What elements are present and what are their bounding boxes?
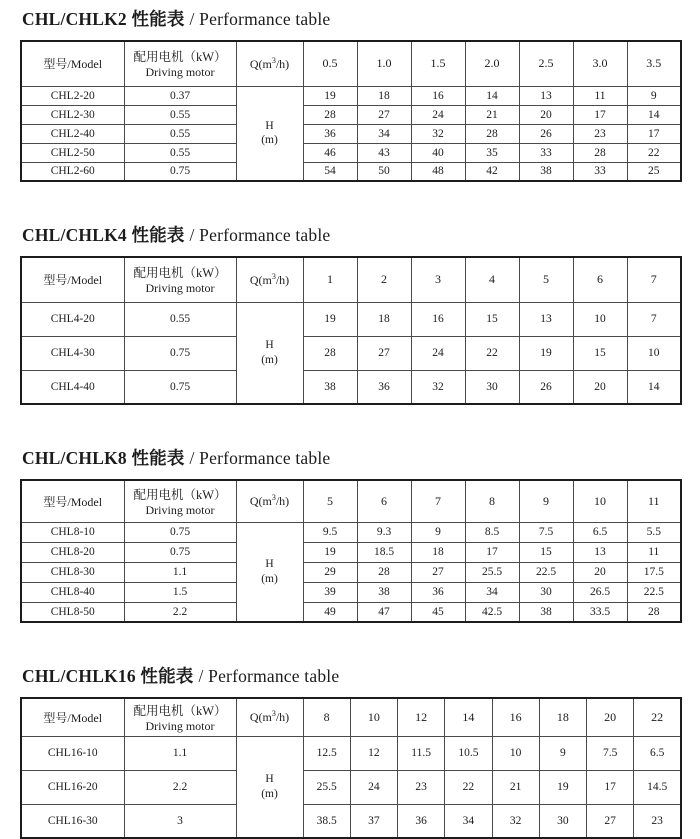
model-cell: CHL2-20 — [21, 86, 124, 105]
motor-power-cell: 0.55 — [124, 105, 236, 124]
head-value-cell: 28 — [303, 105, 357, 124]
model-cell: CHL16-20 — [21, 770, 124, 804]
table-row — [21, 542, 681, 562]
flow-value-header: 2 — [357, 257, 411, 302]
flow-value-header: 4 — [465, 257, 519, 302]
flow-value-header: 7 — [627, 257, 681, 302]
head-value-cell: 30 — [519, 582, 573, 602]
head-value-cell: 32 — [492, 804, 539, 838]
head-value-cell: 12 — [350, 736, 397, 770]
section-title-english: / Performance table — [189, 225, 331, 245]
table-row — [21, 582, 681, 602]
head-value-cell: 27 — [411, 562, 465, 582]
section-title-model: CHL/CHLK8 性能表 — [22, 448, 185, 468]
head-value-cell: 28 — [573, 143, 627, 162]
head-value-cell: 14 — [627, 370, 681, 404]
flow-value-header: 16 — [492, 698, 539, 736]
model-cell: CHL4-40 — [21, 370, 124, 404]
head-value-cell: 38 — [303, 370, 357, 404]
motor-power-cell: 0.75 — [124, 542, 236, 562]
section-title-english: / Performance table — [189, 9, 331, 29]
flow-value-header: 18 — [539, 698, 586, 736]
flow-value-header: 0.5 — [303, 41, 357, 86]
flow-rate-label: Q(m — [249, 710, 272, 725]
head-value-cell: 18 — [411, 542, 465, 562]
performance-table — [20, 479, 682, 623]
head-value-cell: 38 — [357, 582, 411, 602]
head-value-cell: 38 — [519, 162, 573, 181]
section-title-model: CHL/CHLK2 性能表 — [22, 9, 185, 29]
flow-value-header: 20 — [587, 698, 634, 736]
head-value-cell: 23 — [398, 770, 445, 804]
head-value-cell: 23 — [634, 804, 681, 838]
flow-value-header: 8 — [465, 480, 519, 522]
motor-power-cell: 1.5 — [124, 582, 236, 602]
head-value-cell: 17 — [465, 542, 519, 562]
flow-value-header: 6 — [357, 480, 411, 522]
flow-rate-unit: /h) — [275, 56, 290, 71]
flow-value-header: 10 — [350, 698, 397, 736]
motor-power-cell: 0.55 — [124, 124, 236, 143]
model-cell: CHL16-10 — [21, 736, 124, 770]
motor-power-cell: 0.37 — [124, 86, 236, 105]
flow-rate-label: Q(m — [249, 56, 272, 71]
flow-value-header: 14 — [445, 698, 492, 736]
head-value-cell: 9 — [627, 86, 681, 105]
model-cell: CHL8-20 — [21, 542, 124, 562]
head-symbol: H — [265, 339, 274, 352]
head-value-cell: 17 — [573, 105, 627, 124]
driving-motor-label-en: Driving motor — [145, 65, 215, 80]
table-row — [21, 522, 681, 542]
table-row — [21, 370, 681, 404]
driving-motor-label-cn: 配用电机（kW） — [133, 487, 227, 502]
motor-power-cell: 0.55 — [124, 302, 236, 336]
head-value-cell: 38 — [519, 602, 573, 622]
table-section — [20, 663, 682, 839]
performance-tables-page — [20, 6, 682, 839]
head-value-cell: 9 — [411, 522, 465, 542]
header-row — [21, 480, 681, 522]
model-cell: CHL2-50 — [21, 143, 124, 162]
motor-power-cell: 1.1 — [124, 736, 236, 770]
motor-power-cell: 1.1 — [124, 562, 236, 582]
flow-value-header: 10 — [573, 480, 627, 522]
model-header-cell: 型号/Model — [21, 698, 124, 736]
driving-motor-label-en: Driving motor — [145, 718, 215, 733]
head-value-cell: 19 — [303, 302, 357, 336]
head-value-cell: 29 — [303, 562, 357, 582]
table-row — [21, 562, 681, 582]
head-value-cell: 24 — [411, 336, 465, 370]
head-value-cell: 24 — [411, 105, 465, 124]
head-value-cell: 14 — [627, 105, 681, 124]
head-value-cell: 20 — [519, 105, 573, 124]
motor-power-cell: 0.75 — [124, 370, 236, 404]
head-value-cell: 12.5 — [303, 736, 350, 770]
head-value-cell: 47 — [357, 602, 411, 622]
head-value-cell: 49 — [303, 602, 357, 622]
motor-power-cell: 0.75 — [124, 162, 236, 181]
table-header — [21, 41, 681, 86]
driving-motor-header-cell — [124, 257, 236, 302]
head-value-cell: 6.5 — [573, 522, 627, 542]
head-value-cell: 25.5 — [465, 562, 519, 582]
head-value-cell: 25.5 — [303, 770, 350, 804]
driving-motor-label-cn: 配用电机（kW） — [133, 703, 227, 718]
head-value-cell: 16 — [411, 86, 465, 105]
table-row — [21, 302, 681, 336]
head-value-cell: 7 — [627, 302, 681, 336]
table-row — [21, 162, 681, 181]
driving-motor-header-cell — [124, 41, 236, 86]
head-unit: (m) — [261, 353, 278, 366]
head-value-cell: 39 — [303, 582, 357, 602]
head-value-cell: 32 — [411, 370, 465, 404]
table-row — [21, 86, 681, 105]
head-value-cell: 19 — [303, 542, 357, 562]
head-value-cell: 27 — [357, 336, 411, 370]
head-value-cell: 36 — [303, 124, 357, 143]
head-value-cell: 20 — [573, 562, 627, 582]
table-header — [21, 257, 681, 302]
head-value-cell: 42.5 — [465, 602, 519, 622]
head-unit-cell — [236, 86, 303, 181]
header-row — [21, 257, 681, 302]
driving-motor-label-en: Driving motor — [145, 281, 215, 296]
table-body — [21, 522, 681, 622]
head-unit-cell — [236, 736, 303, 838]
head-value-cell: 9.3 — [357, 522, 411, 542]
flow-rate-header-cell — [236, 480, 303, 522]
flow-value-header: 2.5 — [519, 41, 573, 86]
table-body — [21, 736, 681, 838]
table-row — [21, 736, 681, 770]
table-row — [21, 602, 681, 622]
section-title — [22, 6, 682, 31]
head-value-cell: 16 — [411, 302, 465, 336]
flow-value-header: 1.0 — [357, 41, 411, 86]
head-value-cell: 30 — [539, 804, 586, 838]
head-value-cell: 11 — [627, 542, 681, 562]
flow-rate-header-cell — [236, 41, 303, 86]
flow-rate-exponent: 3 — [271, 493, 276, 503]
flow-value-header: 5 — [519, 257, 573, 302]
head-value-cell: 46 — [303, 143, 357, 162]
table-row — [21, 336, 681, 370]
flow-value-header: 1.5 — [411, 41, 465, 86]
head-symbol: H — [265, 558, 274, 571]
head-value-cell: 5.5 — [627, 522, 681, 542]
head-value-cell: 10 — [492, 736, 539, 770]
head-value-cell: 22 — [627, 143, 681, 162]
flow-value-header: 8 — [303, 698, 350, 736]
flow-rate-unit: /h) — [275, 272, 290, 287]
flow-rate-header-cell — [236, 698, 303, 736]
driving-motor-label-en: Driving motor — [145, 502, 215, 517]
head-value-cell: 36 — [411, 582, 465, 602]
flow-value-header: 12 — [398, 698, 445, 736]
section-title-model: CHL/CHLK16 性能表 — [22, 666, 194, 686]
head-value-cell: 19 — [539, 770, 586, 804]
head-value-cell: 27 — [587, 804, 634, 838]
model-cell: CHL8-50 — [21, 602, 124, 622]
head-symbol: H — [265, 119, 274, 132]
head-unit-cell — [236, 302, 303, 404]
model-header-cell: 型号/Model — [21, 480, 124, 522]
head-unit-cell — [236, 522, 303, 622]
performance-table — [20, 256, 682, 405]
head-value-cell: 30 — [465, 370, 519, 404]
motor-power-cell: 2.2 — [124, 770, 236, 804]
head-value-cell: 22 — [445, 770, 492, 804]
table-row — [21, 804, 681, 838]
head-value-cell: 26.5 — [573, 582, 627, 602]
head-value-cell: 20 — [573, 370, 627, 404]
table-header — [21, 698, 681, 736]
head-value-cell: 11.5 — [398, 736, 445, 770]
head-value-cell: 14 — [465, 86, 519, 105]
head-value-cell: 23 — [573, 124, 627, 143]
model-cell: CHL16-30 — [21, 804, 124, 838]
section-title-model: CHL/CHLK4 性能表 — [22, 225, 185, 245]
table-header — [21, 480, 681, 522]
motor-power-cell: 2.2 — [124, 602, 236, 622]
flow-value-header: 6 — [573, 257, 627, 302]
flow-value-header: 22 — [634, 698, 681, 736]
head-value-cell: 14.5 — [634, 770, 681, 804]
head-value-cell: 28 — [627, 602, 681, 622]
model-cell: CHL2-60 — [21, 162, 124, 181]
driving-motor-header-cell — [124, 480, 236, 522]
flow-value-header: 5 — [303, 480, 357, 522]
flow-value-header: 1 — [303, 257, 357, 302]
head-value-cell: 7.5 — [587, 736, 634, 770]
head-value-cell: 21 — [492, 770, 539, 804]
head-value-cell: 22.5 — [519, 562, 573, 582]
head-unit: (m) — [261, 134, 278, 147]
table-section — [20, 445, 682, 623]
head-value-cell: 35 — [465, 143, 519, 162]
table-body — [21, 302, 681, 404]
flow-rate-exponent: 3 — [271, 271, 276, 281]
head-value-cell: 33.5 — [573, 602, 627, 622]
flow-value-header: 3.5 — [627, 41, 681, 86]
head-value-cell: 21 — [465, 105, 519, 124]
head-value-cell: 15 — [573, 336, 627, 370]
head-value-cell: 34 — [357, 124, 411, 143]
table-row — [21, 124, 681, 143]
head-value-cell: 48 — [411, 162, 465, 181]
head-value-cell: 38.5 — [303, 804, 350, 838]
model-header-cell: 型号/Model — [21, 41, 124, 86]
head-value-cell: 15 — [519, 542, 573, 562]
table-row — [21, 770, 681, 804]
table-section — [20, 6, 682, 182]
head-value-cell: 33 — [573, 162, 627, 181]
head-value-cell: 17 — [627, 124, 681, 143]
driving-motor-header-cell — [124, 698, 236, 736]
motor-power-cell: 0.75 — [124, 522, 236, 542]
section-title — [22, 663, 682, 688]
head-value-cell: 28 — [357, 562, 411, 582]
head-value-cell: 13 — [519, 86, 573, 105]
model-header-cell: 型号/Model — [21, 257, 124, 302]
head-value-cell: 15 — [465, 302, 519, 336]
head-value-cell: 24 — [350, 770, 397, 804]
flow-value-header: 3 — [411, 257, 465, 302]
head-value-cell: 34 — [445, 804, 492, 838]
section-title — [22, 445, 682, 470]
performance-table — [20, 40, 682, 182]
model-cell: CHL8-10 — [21, 522, 124, 542]
head-value-cell: 22.5 — [627, 582, 681, 602]
head-value-cell: 19 — [519, 336, 573, 370]
head-value-cell: 45 — [411, 602, 465, 622]
head-value-cell: 10 — [573, 302, 627, 336]
table-row — [21, 105, 681, 124]
head-value-cell: 32 — [411, 124, 465, 143]
model-cell: CHL8-40 — [21, 582, 124, 602]
flow-value-header: 3.0 — [573, 41, 627, 86]
head-value-cell: 17.5 — [627, 562, 681, 582]
table-row — [21, 143, 681, 162]
head-value-cell: 42 — [465, 162, 519, 181]
head-value-cell: 7.5 — [519, 522, 573, 542]
head-value-cell: 43 — [357, 143, 411, 162]
performance-table — [20, 697, 682, 839]
head-value-cell: 11 — [573, 86, 627, 105]
head-symbol: H — [265, 773, 274, 786]
head-value-cell: 37 — [350, 804, 397, 838]
head-value-cell: 36 — [357, 370, 411, 404]
flow-rate-exponent: 3 — [271, 55, 276, 65]
head-value-cell: 25 — [627, 162, 681, 181]
motor-power-cell: 0.55 — [124, 143, 236, 162]
head-value-cell: 17 — [587, 770, 634, 804]
head-value-cell: 10 — [627, 336, 681, 370]
section-title-english: / Performance table — [198, 666, 340, 686]
head-value-cell: 28 — [303, 336, 357, 370]
head-value-cell: 33 — [519, 143, 573, 162]
flow-value-header: 2.0 — [465, 41, 519, 86]
section-title — [22, 222, 682, 247]
head-value-cell: 18.5 — [357, 542, 411, 562]
head-value-cell: 26 — [519, 124, 573, 143]
table-section — [20, 222, 682, 405]
flow-value-header: 7 — [411, 480, 465, 522]
flow-rate-exponent: 3 — [271, 709, 276, 719]
head-value-cell: 9 — [539, 736, 586, 770]
head-value-cell: 10.5 — [445, 736, 492, 770]
head-value-cell: 13 — [573, 542, 627, 562]
head-value-cell: 13 — [519, 302, 573, 336]
motor-power-cell: 0.75 — [124, 336, 236, 370]
motor-power-cell: 3 — [124, 804, 236, 838]
head-value-cell: 9.5 — [303, 522, 357, 542]
head-value-cell: 8.5 — [465, 522, 519, 542]
head-value-cell: 18 — [357, 302, 411, 336]
head-value-cell: 19 — [303, 86, 357, 105]
head-value-cell: 54 — [303, 162, 357, 181]
model-cell: CHL4-20 — [21, 302, 124, 336]
head-value-cell: 36 — [398, 804, 445, 838]
flow-rate-header-cell — [236, 257, 303, 302]
head-value-cell: 22 — [465, 336, 519, 370]
flow-rate-unit: /h) — [275, 710, 290, 725]
head-value-cell: 26 — [519, 370, 573, 404]
driving-motor-label-cn: 配用电机（kW） — [133, 50, 227, 65]
header-row — [21, 698, 681, 736]
flow-rate-label: Q(m — [249, 494, 272, 509]
flow-rate-label: Q(m — [249, 272, 272, 287]
model-cell: CHL8-30 — [21, 562, 124, 582]
flow-rate-unit: /h) — [275, 494, 290, 509]
flow-value-header: 11 — [627, 480, 681, 522]
head-unit: (m) — [261, 572, 278, 585]
head-unit: (m) — [261, 787, 278, 800]
head-value-cell: 50 — [357, 162, 411, 181]
model-cell: CHL4-30 — [21, 336, 124, 370]
model-cell: CHL2-30 — [21, 105, 124, 124]
header-row — [21, 41, 681, 86]
head-value-cell: 18 — [357, 86, 411, 105]
head-value-cell: 40 — [411, 143, 465, 162]
driving-motor-label-cn: 配用电机（kW） — [133, 266, 227, 281]
table-body — [21, 86, 681, 181]
head-value-cell: 27 — [357, 105, 411, 124]
model-cell: CHL2-40 — [21, 124, 124, 143]
section-title-english: / Performance table — [189, 448, 331, 468]
head-value-cell: 34 — [465, 582, 519, 602]
head-value-cell: 28 — [465, 124, 519, 143]
flow-value-header: 9 — [519, 480, 573, 522]
head-value-cell: 6.5 — [634, 736, 681, 770]
